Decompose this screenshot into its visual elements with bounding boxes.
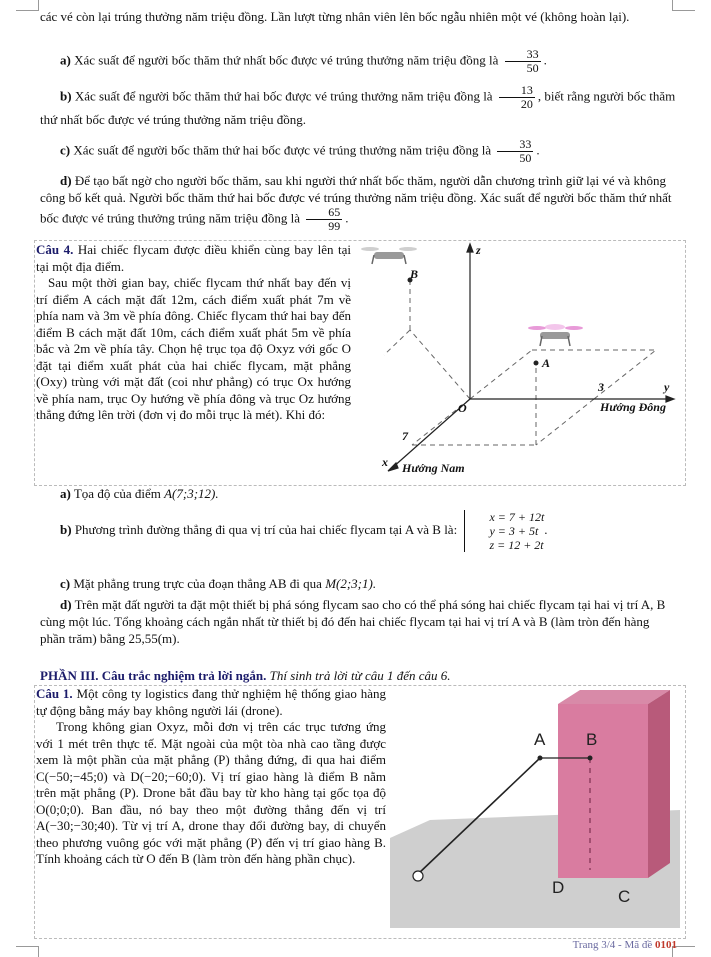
q4-statement-a <box>40 485 676 502</box>
tick-label: 3 <box>598 380 604 394</box>
statement-math: M(2;3;1). <box>325 576 377 591</box>
page-footer <box>573 939 677 951</box>
fraction: $\frac{65}{99}$ <box>306 206 342 233</box>
q4-statement-b: b) Phương trình đường thẳng đi qua vị trí của hai chiếc flycam tại A và B là: x = 7 + 12t y = 3 + 5t z = 12 + 2t . <box>60 510 548 552</box>
crop-mark <box>16 946 39 957</box>
axis-label-x: x <box>382 455 388 469</box>
statement-label: c) <box>60 576 71 591</box>
origin-label: O <box>458 401 467 415</box>
q4-text <box>36 242 351 424</box>
statement-text: Xác suất để người bốc thăm thứ hai bốc được vé trúng thưởng năm triệu đồng là <box>74 88 493 104</box>
statement-text: Để tạo bất ngờ cho người bốc thăm, sau khi người thứ nhất bốc thăm, người dẫn chương trình giữ lại vé và không công bố kết quả. Người bốc thăm thứ hai bốc được vé trúng thưởng năm triệu đồng. Xác suất để người bốc thăm thứ nhất bốc được vé trúng thưởng trúng năm triệu đồng là <box>40 173 672 226</box>
origin-point <box>413 871 423 881</box>
point-label-b: B <box>586 730 598 749</box>
intro-text: các vé còn lại trúng thưởng năm triệu đồng. Lần lượt từng nhân viên lên bốc ngẫu nhiên một vé (không hoàn lại). <box>40 9 630 24</box>
drone-building-figure <box>390 688 680 928</box>
question-title: Câu 1. <box>36 686 73 701</box>
drone-icon <box>528 324 583 346</box>
q1-intro: Một công ty logistics đang thử nghiệm hệ thống giao hàng tự động bằng máy bay không người lái (drone). <box>36 686 387 718</box>
section-heading <box>40 668 451 684</box>
statement-text: Tọa độ của điểm <box>73 486 161 501</box>
statement-label: d) <box>60 597 72 612</box>
q1-body: Trong không gian Oxyz, mỗi đơn vị trên các trục tương ứng với 1 mét trên thực tế. Mặt ngoài của một tòa nhà cao tầng được xem là một phần của mặt phẳng (P) thẳng đứng, đi qua hai điểm C(−50;−45;0) và D(−20;−60;0). Vị trí giao hàng là điểm B nằm trên mặt phẳng (P). Drone bắt đầu bay từ kho hàng tại gốc tọa độ O(0;0;0). Ban đầu, nó bay theo một đường thẳng đến vị trí A(−30;−30;40). Từ vị trí A, drone thay đổi đường bay, di chuyển theo phương vuông góc với mặt phẳng (P) đến vị trí giao hàng B. Tính khoảng cách từ O đến B (làm tròn đến hàng phần chục). <box>36 719 386 866</box>
statement-text: Trên mặt đất người ta đặt một thiết bị phá sóng flycam sao cho có thể phá sóng hai chiếc flycam tại hai vị trí A, B cùng một lúc. Tổng khoảng cách ngắn nhất từ thiết bị đó đến hai chiếc flycam tại hai vị trí A và B (làm tròn đến hàng phần trăm) bằng 25,55(m). <box>40 597 666 646</box>
q1-text <box>36 686 386 868</box>
section-title: PHẦN III. Câu trắc nghiệm trả lời ngắn. <box>40 668 267 683</box>
exam-code: 0101 <box>655 939 677 951</box>
statement-label: a) <box>60 52 71 68</box>
q3-statement-c: c) Xác suất để người bốc thăm thứ hai bốc được vé trúng thưởng năm triệu đồng là $\frac{33}{50}$ . <box>60 137 540 165</box>
statement-label: a) <box>60 486 71 501</box>
fraction: $\frac{33}{50}$ <box>497 138 533 165</box>
q3-statement-a: a) Xác suất để người bốc thăm thứ nhất bốc được vé trúng thưởng năm triệu đồng là $\frac{33}{50}$ . <box>60 47 547 75</box>
statement-math: A(7;3;12). <box>164 486 219 501</box>
statement-text: Phương trình đường thẳng đi qua vị trí của hai chiếc flycam tại A và B là: <box>74 521 458 537</box>
statement-label: c) <box>60 142 71 158</box>
question-title: Câu 4. <box>36 242 74 257</box>
tick-label: 7 <box>402 429 408 443</box>
point-label-b: B <box>410 267 419 281</box>
statement-label: d) <box>60 173 72 188</box>
point-a <box>534 361 539 366</box>
direction-label-south: Hướng Nam <box>402 461 465 475</box>
drone-icon <box>361 247 417 264</box>
section-subtitle: Thí sinh trả lời từ câu 1 đến câu 6. <box>269 668 451 683</box>
q3-statement-b: b) Xác suất để người bốc thăm thứ hai bốc được vé trúng thưởng năm triệu đồng là $\frac{13}{20}$ , biết rằng người bốc thăm thứ nhất bốc được vé trúng thưởng năm triệu đồng. <box>40 83 676 127</box>
fraction: $\frac{13}{20}$ <box>499 84 535 111</box>
statement-text: Mặt phẳng trung trực của đoạn thẳng AB đi qua <box>73 576 322 591</box>
crop-mark <box>16 0 39 11</box>
statement-text: Xác suất để người bốc thăm thứ hai bốc được vé trúng thưởng năm triệu đồng là <box>73 142 492 158</box>
point-label-a: A <box>534 730 546 749</box>
point-label-d: D <box>552 878 565 897</box>
statement-text: Xác suất để người bốc thăm thứ nhất bốc được vé trúng thưởng năm triệu đồng là <box>74 52 499 68</box>
q3-statement-d: d) Để tạo bất ngờ cho người bốc thăm, sau khi người thứ nhất bốc thăm, người dẫn chương trình giữ lại vé và không công bố kết quả. Người bốc thăm thứ hai bốc được vé trúng thưởng năm triệu đồng. Xác suất để người bốc thăm thứ nhất bốc được vé trúng thưởng trúng năm triệu đồng là $\frac{65}{99}$ . <box>40 173 672 233</box>
axis-label-y: y <box>664 380 670 394</box>
page-number: Trang 3/4 - Mã đề <box>572 939 653 951</box>
equation-system: x = 7 + 12t y = 3 + 5t z = 12 + 2t <box>464 510 544 552</box>
building-front <box>558 704 648 878</box>
statement-label: b) <box>60 521 72 537</box>
fraction: $\frac{33}{50}$ <box>505 48 541 75</box>
q4-statement-c <box>40 575 676 592</box>
point-label-c: C <box>618 887 631 906</box>
statement-label: b) <box>60 88 72 104</box>
flycam-figure <box>352 240 682 480</box>
axis-label-z: z <box>476 243 481 257</box>
building-side <box>648 690 670 878</box>
q4-statement-d <box>40 596 676 647</box>
q4-body: Sau một thời gian bay, chiếc flycam thứ nhất bay đến vị trí điểm A cách mặt đất 12m, cách điểm xuất phát 7m về phía nam và 3m về phía đông. Chiếc flycam thứ hai bay đến điểm B cách mặt đất 10m, cách điểm xuất phát 5m về phía bắc và 2m về phía tây. Chọn hệ trục tọa độ Oxyz với gốc O đặt tại điểm xuất phát của hai chiếc flycam, mặt phẳng (Oxy) trùng với mặt đất (coi như phẳng) có trục Ox hướng về phía nam, trục Oy hướng về phía đông và trục Oz hướng thẳng đứng lên trời (đơn vị đo mỗi trục là mét). Khi đó: <box>36 275 351 422</box>
q4-intro: Hai chiếc flycam được điều khiển cùng bay lên tại tại một địa điểm. <box>36 242 352 274</box>
direction-label-east: Hướng Đông <box>600 400 666 414</box>
point-label-a: A <box>542 356 551 370</box>
